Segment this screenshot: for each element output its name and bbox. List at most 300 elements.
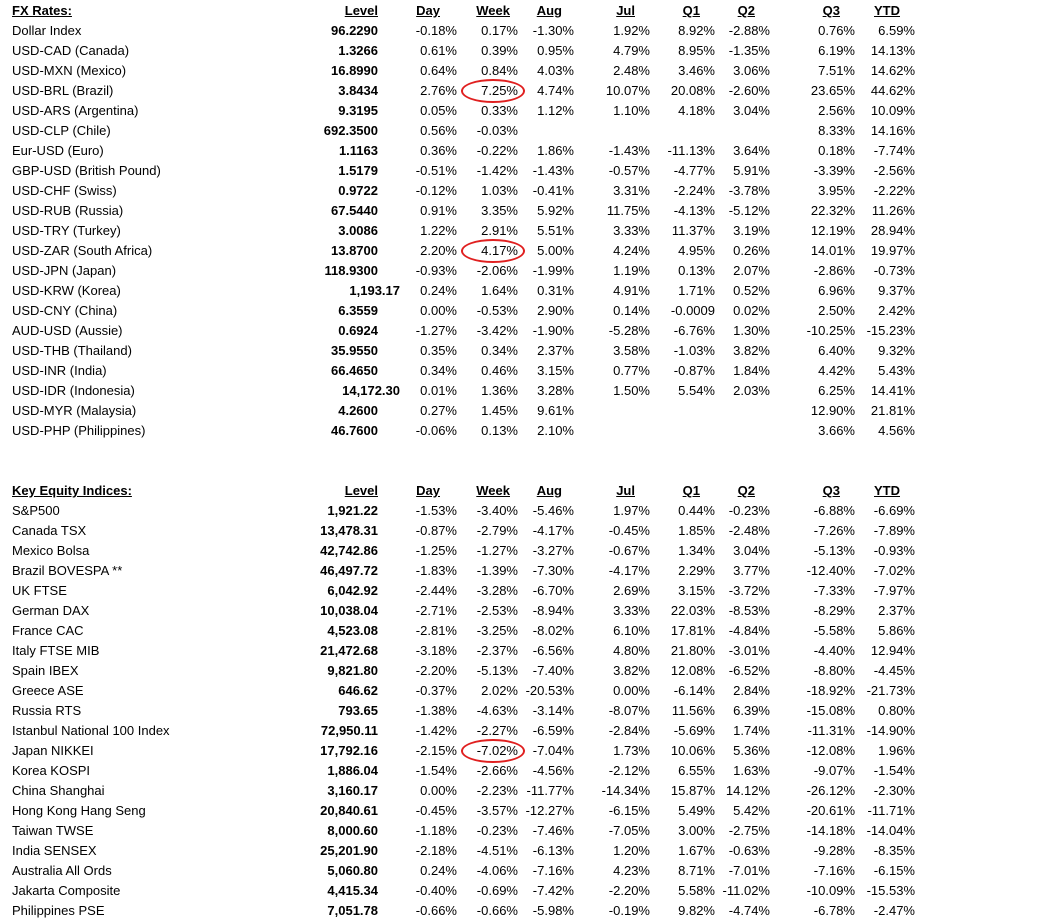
cell-day: -0.12% [415, 183, 457, 198]
cell-week: -2.37% [476, 643, 518, 658]
table-row [0, 221, 1060, 241]
cell-q1: -0.87% [673, 363, 715, 378]
cell-day: -2.71% [415, 603, 457, 618]
cell-level: 7,051.78 [327, 903, 378, 918]
cell-ytd: -15.23% [866, 323, 915, 338]
cell-q3: -3.39% [813, 163, 855, 178]
cell-ytd: -2.22% [873, 183, 915, 198]
cell-level: 42,742.86 [320, 543, 378, 558]
cell-q3: 3.95% [818, 183, 855, 198]
cell-level: 67.5440 [331, 203, 378, 218]
cell-level: 4,523.08 [327, 623, 378, 638]
cell-level: 46.7600 [331, 423, 378, 438]
cell-aug: -5.98% [532, 903, 574, 918]
cell-q2: 5.36% [733, 743, 770, 758]
cell-day: -1.25% [415, 543, 457, 558]
cell-q2: -3.01% [728, 643, 770, 658]
cell-jul: -14.34% [601, 783, 650, 798]
cell-week: -1.42% [476, 163, 518, 178]
cell-q2: 2.84% [733, 683, 770, 698]
cell-q3: -7.26% [813, 523, 855, 538]
cell-level: 3.8434 [338, 83, 378, 98]
cell-q3: -6.88% [813, 503, 855, 518]
cell-q3: -10.09% [806, 883, 855, 898]
table-row [0, 421, 1060, 441]
cell-level: 9,821.80 [327, 663, 378, 678]
table-row [0, 181, 1060, 201]
cell-level: 10,038.04 [320, 603, 378, 618]
cell-q3: 8.33% [818, 123, 855, 138]
cell-q3: -8.29% [813, 603, 855, 618]
cell-ytd: -2.47% [873, 903, 915, 918]
cell-ytd: -4.45% [873, 663, 915, 678]
cell-day: -0.06% [415, 423, 457, 438]
cell-aug: -1.43% [532, 163, 574, 178]
cell-q2: 2.03% [733, 383, 770, 398]
cell-name: Hong Kong Hang Seng [12, 803, 146, 818]
cell-aug: -7.04% [532, 743, 574, 758]
cell-ytd: -14.90% [866, 723, 915, 738]
cell-jul: -1.43% [608, 143, 650, 158]
cell-level: 1.1163 [338, 143, 378, 158]
cell-jul: 4.79% [613, 43, 650, 58]
fx-col-ytd: YTD [874, 3, 900, 18]
cell-q2: -7.01% [728, 863, 770, 878]
cell-q1: 15.87% [670, 783, 715, 798]
cell-level: 6,042.92 [327, 583, 378, 598]
cell-week: 4.17% [481, 243, 518, 258]
cell-level: 9.3195 [338, 103, 378, 118]
cell-name: USD-CNY (China) [12, 303, 118, 318]
table-row [0, 561, 1060, 581]
cell-name: USD-ARS (Argentina) [12, 103, 139, 118]
cell-name: S&P500 [12, 503, 60, 518]
cell-week: 0.84% [481, 63, 518, 78]
cell-q3: 14.01% [810, 243, 855, 258]
cell-ytd: -7.97% [873, 583, 915, 598]
cell-week: -5.13% [476, 663, 518, 678]
cell-week: 0.33% [481, 103, 518, 118]
cell-week: 1.45% [481, 403, 518, 418]
cell-q1: 8.95% [678, 43, 715, 58]
cell-jul: 0.14% [613, 303, 650, 318]
cell-q1: 10.06% [670, 743, 715, 758]
fx-col-aug: Aug [536, 3, 562, 18]
cell-level: 0.6924 [338, 323, 378, 338]
cell-q3: 3.66% [818, 423, 855, 438]
cell-q2: 1.63% [733, 763, 770, 778]
cell-jul: 4.24% [613, 243, 650, 258]
cell-aug: 4.03% [537, 63, 574, 78]
cell-q1: -4.77% [673, 163, 715, 178]
cell-week: 0.13% [481, 423, 518, 438]
cell-week: -3.42% [476, 323, 518, 338]
cell-q1: 8.92% [678, 23, 715, 38]
cell-day: 0.05% [420, 103, 457, 118]
cell-aug: -8.94% [532, 603, 574, 618]
cell-q3: 6.19% [818, 43, 855, 58]
table-row [0, 341, 1060, 361]
cell-aug: -7.46% [532, 823, 574, 838]
cell-name: Brazil BOVESPA ** [12, 563, 123, 578]
cell-q2: 5.42% [733, 803, 770, 818]
cell-name: USD-ZAR (South Africa) [12, 243, 153, 258]
table-row [0, 841, 1060, 861]
cell-ytd: 44.62% [870, 83, 915, 98]
cell-ytd: -11.71% [867, 803, 915, 818]
cell-jul: 2.69% [613, 583, 650, 598]
cell-name: USD-THB (Thailand) [12, 343, 132, 358]
cell-name: USD-BRL (Brazil) [12, 83, 114, 98]
cell-aug: 0.95% [537, 43, 574, 58]
cell-q2: 3.06% [733, 63, 770, 78]
cell-name: Mexico Bolsa [12, 543, 90, 558]
cell-q1: 4.95% [678, 243, 715, 258]
table-row [0, 401, 1060, 421]
cell-q1: 1.67% [678, 843, 715, 858]
cell-aug: -20.53% [525, 683, 574, 698]
cell-jul: 4.23% [613, 863, 650, 878]
fx-header-row [0, 1, 1060, 21]
cell-name: USD-RUB (Russia) [12, 203, 124, 218]
cell-q2: -3.78% [728, 183, 770, 198]
cell-name: USD-MYR (Malaysia) [12, 403, 137, 418]
cell-q3: -6.78% [813, 903, 855, 918]
cell-q3: 23.65% [810, 83, 855, 98]
cell-week: -0.22% [476, 143, 518, 158]
cell-ytd: -6.69% [873, 503, 915, 518]
cell-q3: -5.13% [813, 543, 855, 558]
cell-q3: 2.56% [818, 103, 855, 118]
cell-q2: 0.52% [733, 283, 770, 298]
cell-q2: 6.39% [733, 703, 770, 718]
cell-day: -0.51% [415, 163, 457, 178]
table-row [0, 321, 1060, 341]
cell-week: 0.39% [481, 43, 518, 58]
cell-ytd: 14.62% [870, 63, 915, 78]
cell-q2: -0.23% [728, 503, 770, 518]
table-row [0, 301, 1060, 321]
cell-q3: -4.40% [813, 643, 855, 658]
cell-week: -2.66% [476, 763, 518, 778]
cell-q1: 3.46% [678, 63, 715, 78]
cell-q3: 12.19% [810, 223, 855, 238]
cell-q3: 0.76% [818, 23, 855, 38]
equity-col-week: Week [476, 483, 510, 498]
cell-jul: 1.20% [613, 843, 650, 858]
cell-week: 1.03% [481, 183, 518, 198]
cell-day: -0.93% [415, 263, 457, 278]
cell-jul: 1.92% [613, 23, 650, 38]
cell-q1: -0.0009 [670, 303, 715, 318]
cell-q1: 21.80% [670, 643, 715, 658]
cell-q2: -6.52% [728, 663, 770, 678]
cell-q3: 6.25% [818, 383, 855, 398]
fx-col-day: Day [416, 3, 440, 18]
cell-aug: -6.59% [532, 723, 574, 738]
cell-week: -0.53% [476, 303, 518, 318]
cell-jul: -8.07% [608, 703, 650, 718]
cell-week: -1.39% [476, 563, 518, 578]
table-row [0, 81, 1060, 101]
cell-aug: -6.70% [532, 583, 574, 598]
cell-aug: -4.17% [532, 523, 574, 538]
cell-level: 1.3266 [338, 43, 378, 58]
cell-aug: 5.00% [537, 243, 574, 258]
cell-aug: -8.02% [532, 623, 574, 638]
cell-q1: 5.58% [678, 883, 715, 898]
cell-ytd: 5.43% [878, 363, 915, 378]
cell-ytd: 9.32% [878, 343, 915, 358]
cell-q2: 3.04% [733, 103, 770, 118]
cell-name: USD-CHF (Swiss) [12, 183, 117, 198]
cell-aug: -6.56% [532, 643, 574, 658]
cell-q1: 2.29% [678, 563, 715, 578]
cell-ytd: 9.37% [878, 283, 915, 298]
cell-jul: 1.19% [613, 263, 650, 278]
cell-q1: 1.34% [678, 543, 715, 558]
cell-jul: 11.75% [606, 203, 650, 218]
cell-q2: -2.75% [728, 823, 770, 838]
cell-jul: 10.07% [605, 83, 650, 98]
cell-aug: -7.16% [532, 863, 574, 878]
cell-jul: 3.82% [613, 663, 650, 678]
cell-day: -1.54% [415, 763, 457, 778]
cell-name: Philippines PSE [12, 903, 105, 918]
cell-aug: -0.41% [532, 183, 574, 198]
cell-day: 0.00% [420, 783, 457, 798]
cell-q1: 4.18% [678, 103, 715, 118]
table-row [0, 21, 1060, 41]
cell-aug: 0.31% [537, 283, 574, 298]
cell-day: -0.18% [415, 23, 457, 38]
table-row [0, 801, 1060, 821]
cell-ytd: 11.26% [871, 203, 915, 218]
table-row [0, 861, 1060, 881]
cell-q3: -18.92% [806, 683, 855, 698]
cell-name: China Shanghai [12, 783, 105, 798]
cell-ytd: 21.81% [870, 403, 915, 418]
cell-level: 0.9722 [338, 183, 378, 198]
cell-name: France CAC [12, 623, 84, 638]
cell-q1: 1.71% [678, 283, 715, 298]
cell-q2: -1.35% [728, 43, 770, 58]
fx-col-q3: Q3 [822, 3, 840, 18]
cell-jul: -5.28% [608, 323, 650, 338]
cell-jul: 1.10% [613, 103, 650, 118]
cell-level: 13,478.31 [320, 523, 378, 538]
table-row [0, 121, 1060, 141]
cell-q3: -14.18% [806, 823, 855, 838]
cell-ytd: -21.73% [866, 683, 915, 698]
cell-q3: 7.51% [818, 63, 855, 78]
cell-q3: 2.50% [818, 303, 855, 318]
cell-name: Korea KOSPI [12, 763, 91, 778]
cell-ytd: 0.80% [878, 703, 915, 718]
cell-week: -0.23% [476, 823, 518, 838]
cell-aug: -4.56% [532, 763, 574, 778]
cell-level: 13.8700 [331, 243, 378, 258]
cell-q1: 3.00% [678, 823, 715, 838]
cell-q1: 11.37% [671, 223, 715, 238]
table-row [0, 521, 1060, 541]
cell-aug: -1.90% [532, 323, 574, 338]
cell-level: 692.3500 [323, 123, 378, 138]
cell-aug: 5.92% [537, 203, 574, 218]
cell-ytd: 14.41% [870, 383, 915, 398]
table-row [0, 261, 1060, 281]
cell-level: 1.5179 [338, 163, 378, 178]
cell-level: 1,886.04 [327, 763, 378, 778]
cell-jul: 3.33% [613, 603, 650, 618]
cell-jul: -2.20% [608, 883, 650, 898]
cell-jul: -0.57% [608, 163, 650, 178]
cell-level: 46,497.72 [320, 563, 378, 578]
table-row [0, 581, 1060, 601]
cell-day: 1.22% [420, 223, 457, 238]
cell-aug: 1.12% [537, 103, 574, 118]
cell-level: 14,172.30 [342, 383, 400, 398]
table-row [0, 621, 1060, 641]
table-row [0, 781, 1060, 801]
table-row [0, 501, 1060, 521]
cell-q3: -12.40% [806, 563, 855, 578]
cell-q2: 0.02% [733, 303, 770, 318]
cell-level: 17,792.16 [320, 743, 378, 758]
cell-q2: -2.88% [728, 23, 770, 38]
cell-q2: -0.63% [728, 843, 770, 858]
cell-q2: 1.30% [733, 323, 770, 338]
cell-aug: -12.27% [525, 803, 574, 818]
cell-name: Japan NIKKEI [12, 743, 94, 758]
cell-q2: 0.26% [733, 243, 770, 258]
cell-jul: -2.12% [608, 763, 650, 778]
cell-day: 0.34% [420, 363, 457, 378]
cell-week: -2.53% [476, 603, 518, 618]
cell-q2: -3.72% [728, 583, 770, 598]
cell-jul: -2.84% [608, 723, 650, 738]
cell-q2: -4.74% [728, 903, 770, 918]
cell-level: 3.0086 [338, 223, 378, 238]
cell-day: -0.45% [415, 803, 457, 818]
cell-day: 0.91% [420, 203, 457, 218]
cell-level: 4.2600 [338, 403, 378, 418]
cell-jul: 3.33% [613, 223, 650, 238]
cell-day: -1.53% [415, 503, 457, 518]
cell-name: AUD-USD (Aussie) [12, 323, 123, 338]
cell-q3: -9.28% [813, 843, 855, 858]
cell-aug: 3.28% [537, 383, 574, 398]
cell-q1: 6.55% [678, 763, 715, 778]
cell-name: Italy FTSE MIB [12, 643, 100, 658]
cell-day: 0.36% [420, 143, 457, 158]
cell-q3: -12.08% [806, 743, 855, 758]
cell-ytd: -2.56% [873, 163, 915, 178]
cell-day: 0.01% [420, 383, 457, 398]
cell-q2: -8.53% [728, 603, 770, 618]
cell-q3: 4.42% [818, 363, 855, 378]
table-row [0, 821, 1060, 841]
cell-ytd: -7.02% [873, 563, 915, 578]
cell-day: 0.24% [420, 283, 457, 298]
cell-level: 16.8990 [331, 63, 378, 78]
cell-ytd: -7.89% [873, 523, 915, 538]
cell-q2: -2.60% [728, 83, 770, 98]
cell-day: -3.18% [415, 643, 457, 658]
cell-q2: 3.19% [733, 223, 770, 238]
table-row [0, 601, 1060, 621]
cell-name: USD-JPN (Japan) [12, 263, 117, 278]
cell-q2: 1.84% [733, 363, 770, 378]
table-row [0, 661, 1060, 681]
cell-level: 5,060.80 [327, 863, 378, 878]
equity-col-ytd: YTD [874, 483, 900, 498]
cell-ytd: 14.13% [870, 43, 915, 58]
cell-week: -1.27% [476, 543, 518, 558]
cell-week: -4.63% [476, 703, 518, 718]
highlight-circle-zar-week [461, 239, 525, 263]
cell-level: 4,415.34 [327, 883, 378, 898]
cell-name: USD-IDR (Indonesia) [12, 383, 135, 398]
cell-day: -0.66% [415, 903, 457, 918]
cell-jul: 3.58% [613, 343, 650, 358]
cell-week: -2.23% [476, 783, 518, 798]
cell-day: -2.15% [415, 743, 457, 758]
fx-col-level: Level [344, 3, 378, 18]
cell-name: Taiwan TWSE [12, 823, 94, 838]
cell-day: 0.27% [420, 403, 457, 418]
cell-aug: 1.86% [537, 143, 574, 158]
cell-ytd: 28.94% [870, 223, 915, 238]
cell-level: 646.62 [338, 683, 378, 698]
cell-name: USD-TRY (Turkey) [12, 223, 121, 238]
cell-q1: -6.14% [673, 683, 715, 698]
cell-q1: 0.44% [678, 503, 715, 518]
cell-q2: -5.12% [728, 203, 770, 218]
cell-level: 8,000.60 [327, 823, 378, 838]
cell-q1: -4.13% [673, 203, 715, 218]
cell-jul: 0.00% [613, 683, 650, 698]
cell-ytd: 14.16% [870, 123, 915, 138]
cell-name: USD-CLP (Chile) [12, 123, 111, 138]
cell-day: 0.00% [420, 303, 457, 318]
cell-q2: -4.84% [728, 623, 770, 638]
cell-ytd: 5.86% [878, 623, 915, 638]
cell-week: 1.64% [481, 283, 518, 298]
cell-week: -3.40% [476, 503, 518, 518]
cell-ytd: -0.93% [873, 543, 915, 558]
cell-name: USD-KRW (Korea) [12, 283, 121, 298]
cell-level: 1,921.22 [327, 503, 378, 518]
cell-day: -0.40% [415, 883, 457, 898]
cell-q2: -11.02% [722, 883, 770, 898]
cell-jul: 4.80% [613, 643, 650, 658]
cell-level: 6.3559 [338, 303, 378, 318]
cell-ytd: 1.96% [878, 743, 915, 758]
table-row [0, 361, 1060, 381]
cell-ytd: 12.94% [870, 643, 915, 658]
cell-ytd: 19.97% [870, 243, 915, 258]
cell-q2: 14.12% [725, 783, 770, 798]
cell-day: -0.37% [415, 683, 457, 698]
cell-q3: -15.08% [806, 703, 855, 718]
cell-q2: 3.77% [733, 563, 770, 578]
cell-q1: 20.08% [670, 83, 715, 98]
cell-name: India SENSEX [12, 843, 97, 858]
cell-week: -4.51% [476, 843, 518, 858]
cell-week: -0.66% [476, 903, 518, 918]
cell-q1: -1.03% [673, 343, 715, 358]
